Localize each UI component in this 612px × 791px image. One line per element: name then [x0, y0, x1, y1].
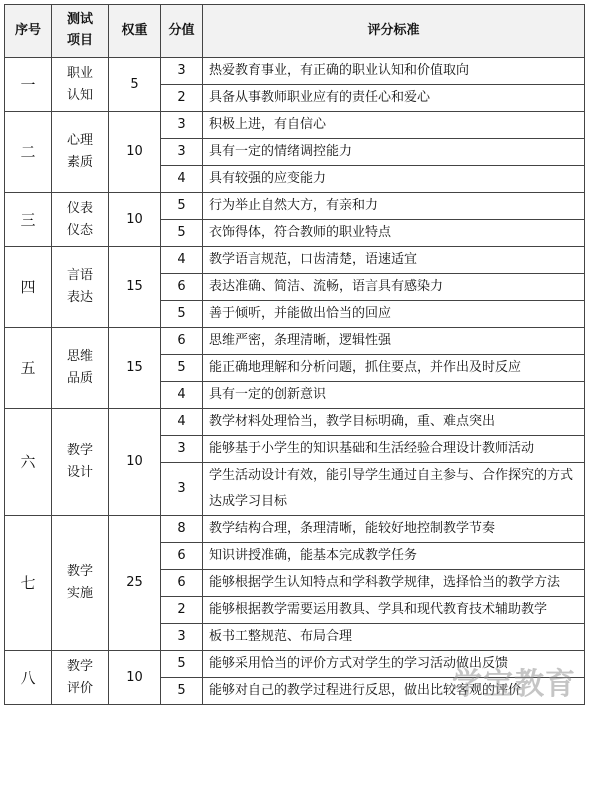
criterion-text: 能够根据学生认知特点和学科教学规律，选择恰当的教学方法 — [203, 570, 585, 597]
criterion-score: 2 — [161, 85, 203, 112]
criterion-text: 热爱教育事业，有正确的职业认知和价值取向 — [203, 58, 585, 85]
section-weight: 10 — [109, 409, 161, 516]
criterion-score: 4 — [161, 409, 203, 436]
criterion-score: 8 — [161, 516, 203, 543]
criterion-score: 5 — [161, 220, 203, 247]
criterion-text: 具有较强的应变能力 — [203, 166, 585, 193]
criterion-score: 6 — [161, 543, 203, 570]
table-row — [5, 58, 585, 85]
section-item — [52, 409, 109, 516]
criterion-score: 4 — [161, 382, 203, 409]
criterion-text: 表达准确、简洁、流畅，语言具有感染力 — [203, 274, 585, 301]
criterion-text: 善于倾听，并能做出恰当的回应 — [203, 301, 585, 328]
table-row — [5, 516, 585, 543]
section-number: 五 — [5, 328, 52, 409]
section-item-line: 实施 — [66, 586, 93, 601]
criterion-score: 5 — [161, 651, 203, 678]
section-weight: 10 — [109, 193, 161, 247]
criterion-text: 教学结构合理，条理清晰，能较好地控制教学节奏 — [203, 516, 585, 543]
section-item-line: 表达 — [66, 290, 93, 305]
criterion-score: 3 — [161, 624, 203, 651]
table-body — [5, 58, 585, 705]
section-item-line: 教学 — [66, 658, 93, 674]
criterion-score: 6 — [161, 328, 203, 355]
table-header-row — [5, 5, 585, 58]
criterion-text: 思维严密，条理清晰，逻辑性强 — [203, 328, 585, 355]
criterion-score: 3 — [161, 139, 203, 166]
criterion-text: 能够采用恰当的评价方式对学生的学习活动做出反馈 — [203, 651, 585, 678]
criterion-text: 能正确地理解和分析问题，抓住要点，并作出及时反应 — [203, 355, 585, 382]
criterion-text: 衣饰得体，符合教师的职业特点 — [203, 220, 585, 247]
section-item-line: 设计 — [66, 465, 93, 480]
section-number: 七 — [5, 516, 52, 651]
section-item-line: 心理 — [66, 133, 93, 148]
criterion-score: 2 — [161, 597, 203, 624]
section-number: 三 — [5, 193, 52, 247]
section-weight: 10 — [109, 112, 161, 193]
header-weight: 权重 — [109, 5, 161, 58]
section-item-line: 职业 — [66, 65, 93, 81]
criterion-text: 板书工整规范、布局合理 — [203, 624, 585, 651]
section-item-line: 认知 — [66, 87, 93, 103]
scoring-criteria-table — [4, 4, 585, 705]
criterion-score: 5 — [161, 355, 203, 382]
section-number: 一 — [5, 58, 52, 112]
criterion-text: 具有一定的情绪调控能力 — [203, 139, 585, 166]
section-item-line: 品质 — [66, 371, 93, 386]
section-number: 二 — [5, 112, 52, 193]
header-no: 序号 — [5, 5, 52, 58]
criterion-score: 3 — [161, 463, 203, 516]
header-score: 分值 — [161, 5, 203, 58]
criterion-score: 5 — [161, 678, 203, 705]
criterion-score: 5 — [161, 301, 203, 328]
section-weight: 10 — [109, 651, 161, 705]
criterion-text: 行为举止自然大方，有亲和力 — [203, 193, 585, 220]
criterion-score: 3 — [161, 112, 203, 139]
section-item-line: 教学 — [66, 564, 93, 579]
criterion-score: 4 — [161, 247, 203, 274]
section-item — [52, 516, 109, 651]
criterion-score: 6 — [161, 570, 203, 597]
criterion-score: 3 — [161, 58, 203, 85]
criterion-text: 教学语言规范，口齿清楚，语速适宜 — [203, 247, 585, 274]
criterion-text: 能够对自己的教学过程进行反思，做出比较客观的评价 — [203, 678, 585, 705]
section-item — [52, 247, 109, 328]
section-item-line: 教学 — [66, 443, 93, 458]
section-item — [52, 193, 109, 247]
criterion-text: 积极上进，有自信心 — [203, 112, 585, 139]
criterion-text: 具备从事教师职业应有的责任心和爱心 — [203, 85, 585, 112]
criterion-text: 能够根据教学需要运用教具、学具和现代教育技术辅助教学 — [203, 597, 585, 624]
header-item-bottom: 项目 — [66, 32, 93, 48]
section-item — [52, 328, 109, 409]
criterion-score: 5 — [161, 193, 203, 220]
criterion-score: 4 — [161, 166, 203, 193]
criterion-text: 知识讲授准确，能基本完成教学任务 — [203, 543, 585, 570]
section-weight: 25 — [109, 516, 161, 651]
table-row — [5, 112, 585, 139]
table-row — [5, 193, 585, 220]
section-item-line: 思维 — [66, 349, 93, 364]
section-item-line: 言语 — [66, 268, 93, 283]
criterion-text: 教学材料处理恰当，教学目标明确，重、难点突出 — [203, 409, 585, 436]
section-weight: 15 — [109, 328, 161, 409]
section-item-line: 素质 — [66, 155, 93, 170]
criterion-score: 3 — [161, 436, 203, 463]
section-item-line: 仪态 — [66, 222, 93, 238]
section-weight: 15 — [109, 247, 161, 328]
section-item-line: 仪表 — [66, 200, 93, 216]
table-row — [5, 247, 585, 274]
section-item — [52, 58, 109, 112]
section-number: 四 — [5, 247, 52, 328]
section-item — [52, 112, 109, 193]
section-number: 六 — [5, 409, 52, 516]
section-item-line: 评价 — [66, 680, 93, 696]
criterion-text: 学生活动设计有效，能引导学生通过自主参与、合作探究的方式达成学习目标 — [203, 463, 585, 516]
watermark-logo: 学宝教育 — [452, 667, 576, 702]
header-item-top: 测试 — [66, 11, 93, 27]
header-criteria: 评分标准 — [203, 5, 585, 58]
header-item — [52, 5, 109, 58]
criterion-score: 6 — [161, 274, 203, 301]
criterion-text: 具有一定的创新意识 — [203, 382, 585, 409]
section-weight: 5 — [109, 58, 161, 112]
criterion-text: 能够基于小学生的知识基础和生活经验合理设计教师活动 — [203, 436, 585, 463]
table-row — [5, 328, 585, 355]
section-number: 八 — [5, 651, 52, 705]
scoring-table-sheet — [4, 4, 584, 705]
table-row — [5, 409, 585, 436]
section-item — [52, 651, 109, 705]
